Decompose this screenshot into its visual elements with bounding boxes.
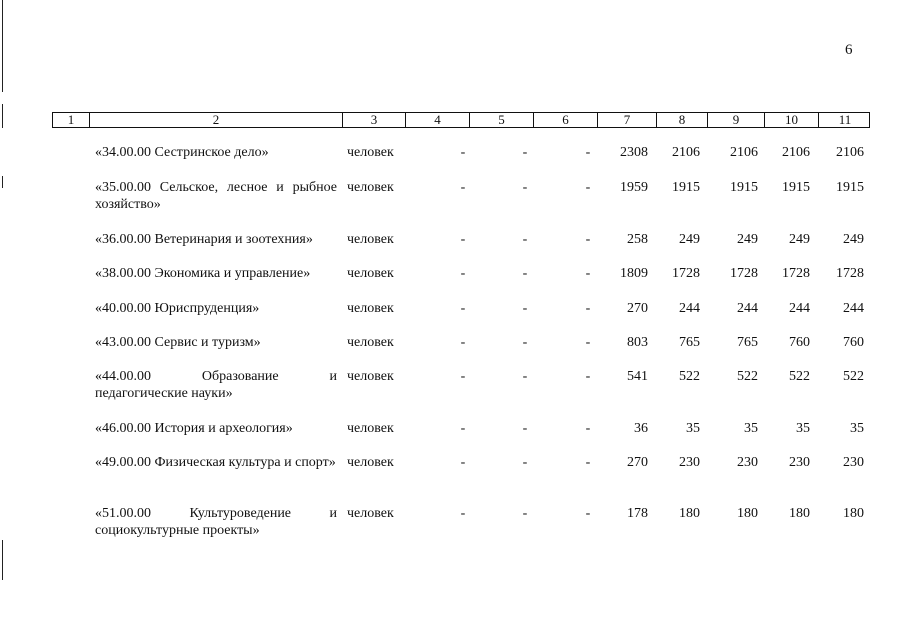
row-name: «38.00.00 Экономика и управление» bbox=[95, 266, 311, 281]
row-c11-value: 2106 bbox=[836, 145, 864, 160]
row-c10-value: 522 bbox=[789, 369, 810, 384]
scan-edge-mark bbox=[2, 176, 3, 188]
row-c11-value: 230 bbox=[843, 455, 864, 470]
row-unit: человек bbox=[347, 232, 394, 247]
row-c9-value: 1728 bbox=[730, 266, 758, 281]
header-cell-10: 10 bbox=[764, 113, 818, 127]
row-c10-value: 230 bbox=[789, 455, 810, 470]
row-c9-value: 765 bbox=[737, 335, 758, 350]
row-c11-value: 1915 bbox=[836, 180, 864, 195]
row-c4-value: - bbox=[460, 266, 466, 281]
row-c11-value: 244 bbox=[843, 301, 864, 316]
row-c5-value: - bbox=[522, 266, 528, 281]
row-c9-value: 249 bbox=[737, 232, 758, 247]
row-c10-value: 1915 bbox=[782, 180, 810, 195]
row-c7-value: 541 bbox=[627, 369, 648, 384]
row-c10-value: 35 bbox=[796, 421, 810, 436]
header-cell-3: 3 bbox=[342, 113, 405, 127]
row-unit: человек bbox=[347, 335, 394, 350]
row-c11-value: 1728 bbox=[836, 266, 864, 281]
row-c8-value: 522 bbox=[679, 369, 700, 384]
header-cell-5: 5 bbox=[469, 113, 533, 127]
row-c11-value: 180 bbox=[843, 506, 864, 521]
row-c10-value: 1728 bbox=[782, 266, 810, 281]
row-name: «36.00.00 Ветеринария и зоотехния» bbox=[95, 232, 313, 247]
row-c11-value: 35 bbox=[850, 421, 864, 436]
row-unit: человек bbox=[347, 421, 394, 436]
header-cell-9: 9 bbox=[707, 113, 764, 127]
row-c4-value: - bbox=[460, 369, 466, 384]
row-c5-value: - bbox=[522, 455, 528, 470]
row-c8-value: 249 bbox=[679, 232, 700, 247]
row-name: «51.00.00 Культуроведение и социокультурные проекты» bbox=[95, 506, 337, 538]
row-c7-value: 2308 bbox=[620, 145, 648, 160]
row-name: «44.00.00 Образование и педагогические науки» bbox=[95, 369, 337, 401]
row-c7-value: 258 bbox=[627, 232, 648, 247]
row-c7-value: 1809 bbox=[620, 266, 648, 281]
header-cell-2: 2 bbox=[89, 113, 342, 127]
row-c7-value: 803 bbox=[627, 335, 648, 350]
row-c5-value: - bbox=[522, 145, 528, 160]
scan-edge-mark bbox=[2, 0, 3, 92]
row-name: «46.00.00 История и археология» bbox=[95, 421, 293, 436]
row-c4-value: - bbox=[460, 455, 466, 470]
row-c8-value: 244 bbox=[679, 301, 700, 316]
row-unit: человек bbox=[347, 506, 394, 521]
row-c7-value: 36 bbox=[634, 421, 648, 436]
row-c4-value: - bbox=[460, 232, 466, 247]
row-c8-value: 230 bbox=[679, 455, 700, 470]
row-c6-value: - bbox=[585, 180, 591, 195]
row-unit: человек bbox=[347, 369, 394, 384]
header-cell-1: 1 bbox=[67, 112, 75, 127]
row-name: «35.00.00 Сельское, лесное и рыбное хозяйство» bbox=[95, 180, 337, 212]
row-c6-value: - bbox=[585, 266, 591, 281]
row-c10-value: 180 bbox=[789, 506, 810, 521]
row-unit: человек bbox=[347, 180, 394, 195]
row-c6-value: - bbox=[585, 301, 591, 316]
row-c10-value: 249 bbox=[789, 232, 810, 247]
header-cell-6: 6 bbox=[533, 113, 597, 127]
row-c6-value: - bbox=[585, 421, 591, 436]
row-c5-value: - bbox=[522, 421, 528, 436]
row-unit: человек bbox=[347, 145, 394, 160]
row-c6-value: - bbox=[585, 506, 591, 521]
row-unit: человек bbox=[347, 266, 394, 281]
row-c7-value: 178 bbox=[627, 506, 648, 521]
row-c4-value: - bbox=[460, 145, 466, 160]
row-c4-value: - bbox=[460, 335, 466, 350]
row-c8-value: 1728 bbox=[672, 266, 700, 281]
row-c9-value: 244 bbox=[737, 301, 758, 316]
row-c7-value: 270 bbox=[627, 455, 648, 470]
row-name: «49.00.00 Физическая культура и спорт» bbox=[95, 455, 336, 470]
header-cell-4: 4 bbox=[405, 113, 469, 127]
row-c5-value: - bbox=[522, 506, 528, 521]
row-c6-value: - bbox=[585, 145, 591, 160]
row-c6-value: - bbox=[585, 335, 591, 350]
header-cell-11: 11 bbox=[818, 113, 871, 127]
row-c11-value: 522 bbox=[843, 369, 864, 384]
scan-edge-mark bbox=[2, 104, 3, 128]
header-cell-8: 8 bbox=[656, 113, 707, 127]
row-c9-value: 1915 bbox=[730, 180, 758, 195]
row-c5-value: - bbox=[522, 369, 528, 384]
row-c9-value: 180 bbox=[737, 506, 758, 521]
table-header-row bbox=[52, 112, 870, 128]
row-c4-value: - bbox=[460, 506, 466, 521]
row-c8-value: 765 bbox=[679, 335, 700, 350]
row-c9-value: 522 bbox=[737, 369, 758, 384]
page-number: 6 bbox=[845, 42, 853, 58]
row-unit: человек bbox=[347, 455, 394, 470]
row-name: «43.00.00 Сервис и туризм» bbox=[95, 335, 261, 350]
row-c8-value: 1915 bbox=[672, 180, 700, 195]
scan-edge-mark bbox=[2, 540, 3, 580]
row-c5-value: - bbox=[522, 232, 528, 247]
row-c10-value: 2106 bbox=[782, 145, 810, 160]
row-name: «40.00.00 Юриспруденция» bbox=[95, 301, 260, 316]
row-c5-value: - bbox=[522, 301, 528, 316]
row-c11-value: 249 bbox=[843, 232, 864, 247]
row-c6-value: - bbox=[585, 232, 591, 247]
row-c8-value: 2106 bbox=[672, 145, 700, 160]
row-c5-value: - bbox=[522, 180, 528, 195]
row-c8-value: 35 bbox=[686, 421, 700, 436]
row-c9-value: 2106 bbox=[730, 145, 758, 160]
row-c4-value: - bbox=[460, 180, 466, 195]
row-name: «34.00.00 Сестринское дело» bbox=[95, 145, 269, 160]
row-c10-value: 244 bbox=[789, 301, 810, 316]
row-unit: человек bbox=[347, 301, 394, 316]
row-c6-value: - bbox=[585, 455, 591, 470]
row-c7-value: 1959 bbox=[620, 180, 648, 195]
header-cell-7: 7 bbox=[597, 113, 656, 127]
row-c5-value: - bbox=[522, 335, 528, 350]
row-c10-value: 760 bbox=[789, 335, 810, 350]
row-c11-value: 760 bbox=[843, 335, 864, 350]
row-c4-value: - bbox=[460, 301, 466, 316]
row-c4-value: - bbox=[460, 421, 466, 436]
row-c7-value: 270 bbox=[627, 301, 648, 316]
row-c9-value: 35 bbox=[744, 421, 758, 436]
row-c6-value: - bbox=[585, 369, 591, 384]
row-c8-value: 180 bbox=[679, 506, 700, 521]
row-c9-value: 230 bbox=[737, 455, 758, 470]
